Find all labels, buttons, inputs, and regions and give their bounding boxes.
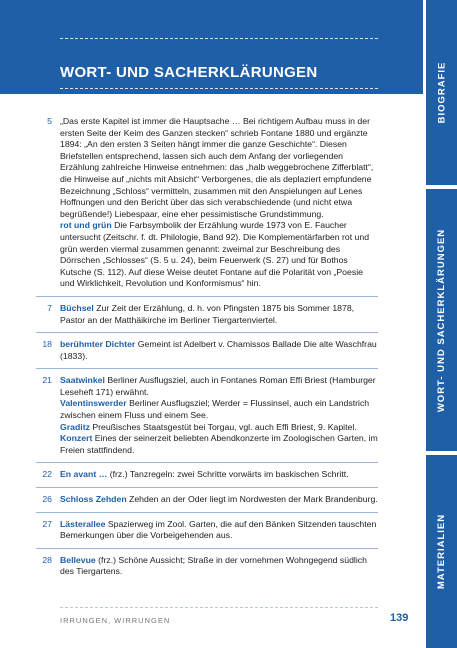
line-number: 18 [42, 339, 52, 350]
entry-text: Preußisches Staatsgestüt bei Torgau, vgl. auch Effi Briest, 9. Kapitel. [92, 421, 357, 432]
tab-label: MATERIALIEN [436, 513, 447, 590]
entry-divider [36, 512, 378, 513]
page-title: WORT- UND SACHERKLÄRUNGEN [60, 64, 318, 81]
tab-wort-und-sacherklaerungen[interactable] [426, 189, 457, 451]
entry-divider [36, 368, 378, 369]
entry-term: Schloss Zehden [60, 494, 127, 505]
glossary-entry [36, 519, 378, 542]
tab-materialien[interactable] [426, 455, 457, 648]
tab-biografie[interactable] [426, 0, 457, 185]
glossary-entry [36, 555, 378, 578]
page-number: 139 [390, 612, 409, 624]
glossary-entry [36, 303, 378, 326]
entry-term: Valentinswerder [60, 398, 127, 409]
entry-text: Berliner Ausflugsziel, auch in Fontanes Roman Effi Briest (Hamburger Leseheft 171) erwähnt. [60, 375, 376, 397]
entry-term: berühmter Dichter [60, 339, 136, 350]
entry-term: En avant … [60, 469, 108, 480]
line-number: 28 [42, 554, 52, 565]
entry-divider [36, 548, 378, 549]
entry-divider [36, 296, 378, 297]
entry-term: rot und grün [60, 220, 112, 231]
entry-term: Konzert [60, 433, 93, 444]
tab-label: BIOGRAFIE [436, 61, 447, 124]
header-top-rule [60, 38, 378, 39]
entry-text: (frz.) Schöne Aussicht; Straße in der vornehmen Wohngegend südlich des Tiergartens. [60, 554, 367, 577]
line-number: 7 [47, 302, 52, 313]
line-number: 21 [42, 375, 52, 386]
entry-text: (frz.) Tanzregeln: zwei Schritte vorwärts im baskischen Schritt. [109, 469, 349, 480]
entry-text: Eines der seinerzeit beliebten Abendkonzerte im Zoologischen Garten, im Freien stattfindend. [60, 433, 378, 455]
entry-divider [36, 487, 378, 488]
entry-text: Die Farbsymbolik der Erzählung wurde 1973 von E. Faucher untersucht (Zeitschr. f. dt. Philologie, Band 92). Die Komplementärfarben rot und grün werden viermal zusammen genannt: zweimal zur Beschreibung des Dörrschen „Schlosses“ (S. 5 u. 24), beim Feuerwerk (S. 27) und für Bothos Kutsche (S. 112). Auf diese Weise deutet Fontane auf die Polarität von „Poesie und Wirklichkeit, Revolution und Konformismus“ hin. [60, 220, 370, 289]
entry-divider [36, 462, 378, 463]
line-number: 27 [42, 518, 52, 529]
entry-text: Zehden an der Oder liegt im Nordwesten der Mark Brandenburg. [129, 494, 378, 505]
running-footer-title: IRRUNGEN, WIRRUNGEN [60, 616, 171, 625]
glossary-entry [36, 469, 378, 481]
entry-term: Graditz [60, 421, 90, 432]
entry-term: Büchsel [60, 302, 94, 313]
footer-rule [60, 607, 378, 608]
entry-text: Gemeint ist Adelbert v. Chamissos Ballade Die alte Waschfrau (1833). [60, 339, 377, 361]
line-number: 5 [47, 116, 52, 126]
glossary-entry [36, 116, 378, 290]
entry-text: Spazierweg im Zool. Garten, die auf den Bänken Sitzenden tauschten Bemerkungen über die Vorbeigehenden aus. [60, 518, 377, 541]
entry-term: Saatwinkel [60, 375, 105, 386]
glossary-list [36, 116, 378, 578]
glossary-entry [36, 375, 378, 456]
header-bottom-rule [60, 88, 378, 89]
entry-term: Lästerallee [60, 518, 106, 529]
entry-divider [36, 332, 378, 333]
tab-label: WORT- UND SACHERKLÄRUNGEN [436, 228, 448, 412]
section-tabs [423, 0, 457, 648]
entry-term: Bellevue [60, 554, 96, 565]
entry-text: Berliner Ausflugsziel; Werder = Flussinsel, auch ein Landstrich zwischen einem Fluss und einem See. [60, 398, 370, 421]
glossary-entry [36, 339, 378, 362]
line-number: 26 [42, 494, 52, 505]
glossary-entry [36, 494, 378, 506]
entry-text: „Das erste Kapitel ist immer die Hauptsache … Bei richtigem Aufbau muss in der ersten Seite der Keim des Ganzen stecken“ schrieb Fontane 1880 und ergänzte 1894: „An den ersten 3 Seiten hängt immer die ganze Geschichte“. Diesen Briefstellen entsprechend, lassen sich auch dem Anfang der vorliegenden Erzählung zahlreiche Hinweise entnehmen: das „halb weggebrochene Zifferblatt“, die Hinweise auf „nichts mit Absicht“ Verborgenes, die als deplaziert empfundene Bezeichnung „Schloss“ vermitteln, zusammen mit den Anspielungen auf Lenes Hoffnungen und den Bericht über das sich verabschiedende (und nicht etwa begrüßende!) Liebespaar, eine eher pessimistische Grundstimmung. [60, 116, 374, 219]
line-number: 22 [42, 469, 52, 480]
entry-text: Zur Zeit der Erzählung, d. h. von Pfingsten 1875 bis Sommer 1878, Pastor an der Matthäikirche im Berliner Tiergartenviertel. [60, 302, 355, 325]
header-band [0, 0, 423, 94]
